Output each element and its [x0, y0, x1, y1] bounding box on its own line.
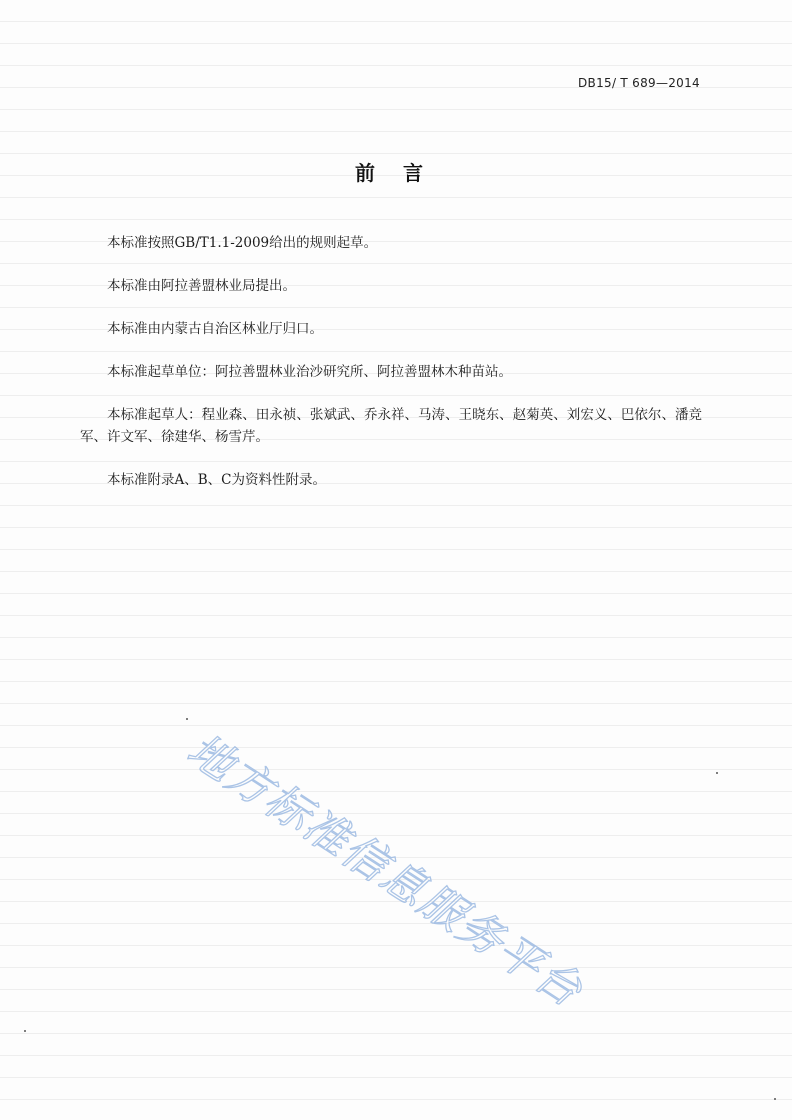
paragraph-appendix-note: 本标准附录A、B、C为资料性附录。 — [107, 472, 326, 488]
scan-speck — [24, 1030, 26, 1032]
watermark: 地方标准信息服务平台 — [178, 724, 592, 1018]
paragraph-drafters: 本标准起草人：程业森、田永祯、张斌武、乔永祥、马涛、王晓东、赵菊英、刘宏义、巴依尔、潘竞军、许文军、徐建华、杨雪芹。 — [80, 407, 702, 445]
page-title: 前言 — [355, 161, 451, 185]
paragraph-drafting-rules: 本标准按照GB/T1.1-2009给出的规则起草。 — [107, 235, 378, 251]
paragraph-proposer: 本标准由阿拉善盟林业局提出。 — [107, 278, 296, 294]
scan-speck — [774, 1098, 776, 1100]
paragraph-drafting-units: 本标准起草单位：阿拉善盟林业治沙研究所、阿拉善盟林木种苗站。 — [107, 364, 512, 380]
scan-speck — [716, 772, 718, 774]
foreword-body — [80, 232, 702, 512]
paragraph-centralized-management: 本标准由内蒙古自治区林业厅归口。 — [107, 321, 323, 337]
scan-speck — [186, 718, 188, 720]
document-code: DB15/ T 689—2014 — [578, 76, 700, 90]
